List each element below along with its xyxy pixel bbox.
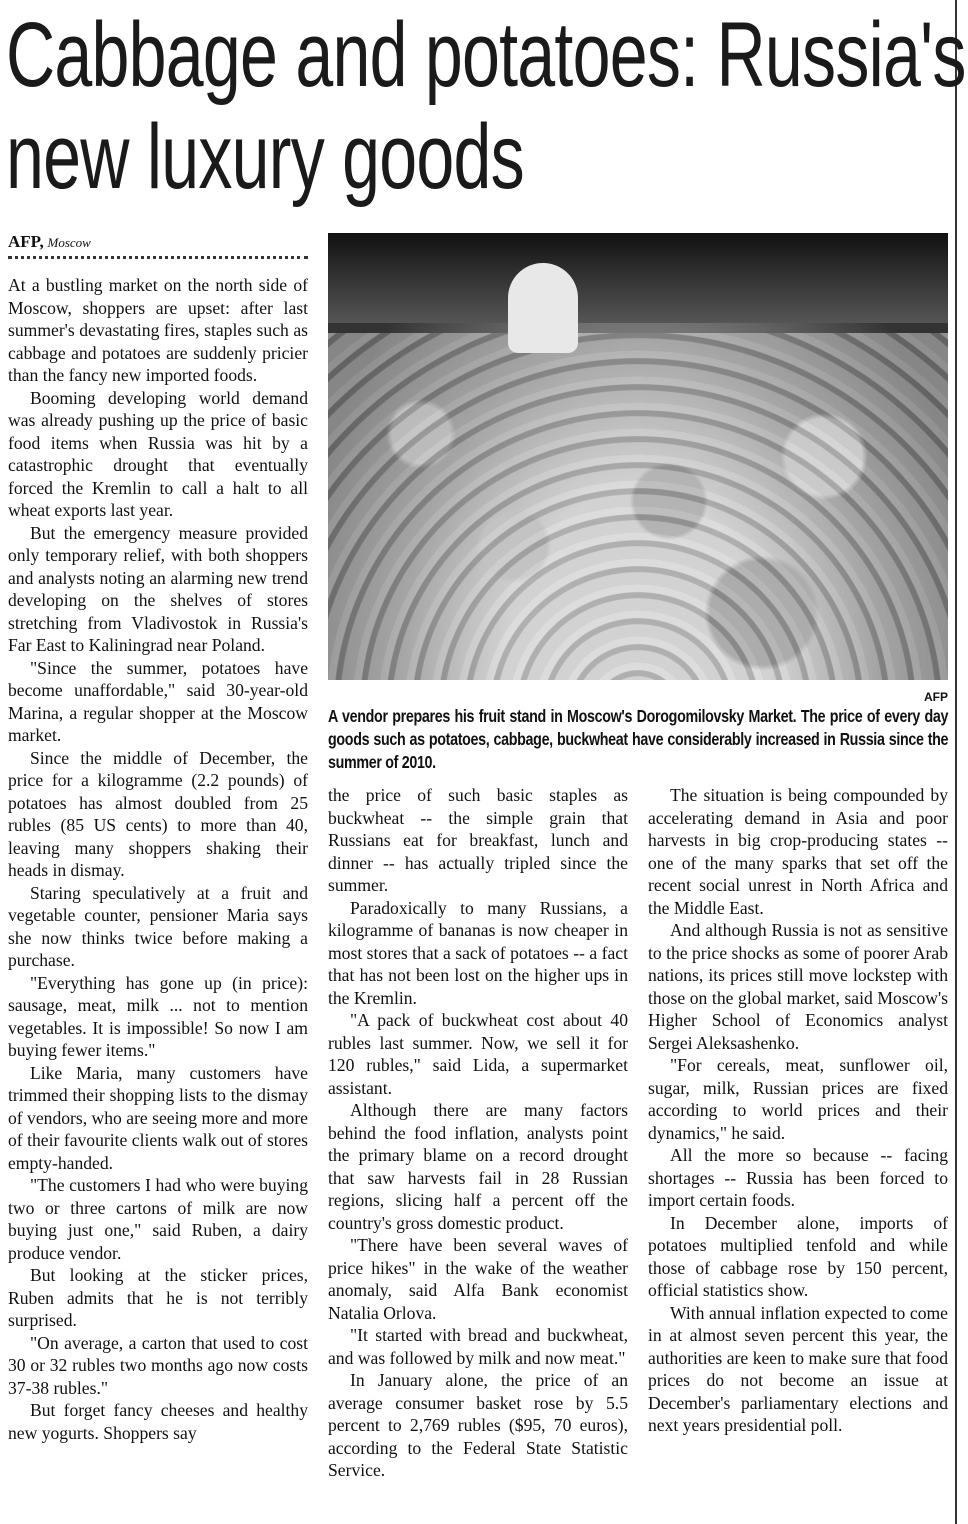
article-paragraph: But looking at the sticker prices, Ruben admits that he is not terribly surprised. — [8, 1265, 308, 1330]
article-paragraph: Like Maria, many customers have trimmed their shopping lists to the dismay of vendors, who are seeing more and more of their favourite clients walk out of stores empty-handed. — [8, 1062, 308, 1173]
photo-fruit-display — [328, 333, 948, 680]
article-column-1 — [8, 274, 308, 1444]
article-paragraph: "For cereals, meat, sunflower oil, sugar, milk, Russian prices are fixed according to world prices and their dynamics," he said. — [648, 1055, 948, 1143]
article-paragraph: At a bustling market on the north side of Moscow, shoppers are upset: after last summer's devastating fires, staples such as cabbage and potatoes are suddenly pricier than the fancy new imported foods. — [8, 275, 308, 385]
photo-caption-wrapper — [328, 705, 948, 774]
article-paragraph: In December alone, imports of potatoes multiplied tenfold and while those of cabbage rose by 150 percent, official statistics show. — [648, 1212, 948, 1300]
article-column-3 — [648, 784, 948, 1482]
article-paragraph: "There have been several waves of price hikes" in the wake of the weather anomaly, said Alfa Bank economist Natalia Orlova. — [328, 1235, 628, 1323]
headline-line: Cabbage and potatoes: Russia's — [6, 4, 966, 106]
article-paragraph: Booming developing world demand was already pushing up the price of basic food items when Russia was hit by a catastrophic drought that eventually forced the Kremlin to call a halt to all wheat exports last year. — [8, 387, 308, 520]
article-paragraph: But forget fancy cheeses and healthy new yogurts. Shoppers say — [8, 1400, 308, 1443]
lower-columns — [328, 784, 948, 1482]
article-paragraph: "It started with bread and buckwheat, and was followed by milk and now meat." — [328, 1325, 628, 1368]
photo-credit: AFP — [924, 690, 948, 704]
article-paragraph: With annual inflation expected to come in at almost seven percent this year, the authorities are keen to make sure that food prices do not become an issue at December's parliamentary elections and next years presidential poll. — [648, 1302, 948, 1435]
article-paragraph: Staring speculatively at a fruit and vegetable counter, pensioner Maria says she now thinks twice before making a purchase. — [8, 882, 308, 970]
headline — [6, 4, 966, 226]
photo-vendor — [508, 263, 578, 353]
byline-agency: AFP, — [8, 232, 44, 251]
article-paragraph: "Since the summer, potatoes have become unaffordable," said 30-year-old Marina, a regular shopper at the Moscow market. — [8, 657, 308, 745]
article-paragraph: "The customers I had who were buying two or three cartons of milk are now buying just one," said Ruben, a dairy produce vendor. — [8, 1175, 308, 1263]
photo-market-roof — [328, 233, 948, 323]
article-paragraph: All the more so because -- facing shortages -- Russia has been forced to import certain foods. — [648, 1145, 948, 1210]
article-paragraph: The situation is being compounded by accelerating demand in Asia and poor harvests in big crop-producing states -- one of the many sparks that set off the recent social unrest in North Africa and the Middle East. — [648, 785, 948, 918]
article-paragraph: Paradoxically to many Russians, a kilogramme of bananas is now cheaper in most stores that a sack of potatoes -- a fact that has not been lost on the higher ups in the Kremlin. — [328, 897, 628, 1008]
article-paragraph: In January alone, the price of an average consumer basket rose by 5.5 percent to 2,769 rubles ($95, 70 euros), according to the Federal State Statistic Service. — [328, 1370, 628, 1480]
article-paragraph: "On average, a carton that used to cost 30 or 32 rubles two months ago now costs 37-38 rubles." — [8, 1332, 308, 1398]
dotted-divider — [8, 256, 308, 259]
article-paragraph: the price of such basic staples as buckwheat -- the simple grain that Russians eat for breakfast, lunch and dinner -- has actually tripled since the summer. — [328, 785, 628, 895]
article-column-2 — [328, 784, 628, 1482]
article-paragraph: But the emergency measure provided only temporary relief, with both shoppers and analysts noting an alarming new trend developing on the shelves of stores stretching from Vladivostok in Russia's Far East to Kaliningrad near Poland. — [8, 522, 308, 655]
article-photo — [328, 233, 948, 680]
photo-caption: A vendor prepares his fruit stand in Moscow's Dorogomilovsky Market. The price of every day goods such as potatoes, cabbage, buckwheat have considerably increased in Russia since the summer of 2010. — [328, 706, 949, 772]
article-paragraph: And although Russia is not as sensitive to the price shocks as some of poorer Arab nations, its prices still move lockstep with those on the global market, said Moscow's Higher School of Economics analyst Sergei Aleksashenko. — [648, 920, 948, 1053]
article-paragraph: Since the middle of December, the price for a kilogramme (2.2 pounds) of potatoes has almost doubled from 25 rubles (85 US cents) to more than 40, leaving many shoppers shaking their heads in dismay. — [8, 747, 308, 880]
article-paragraph: Although there are many factors behind the food inflation, analysts point the primary blame on a record drought that saw harvests fail in 28 Russian regions, slicing half a percent off the country's gross domestic product. — [328, 1100, 628, 1233]
headline-line: new luxury goods — [6, 106, 524, 208]
byline — [8, 232, 91, 252]
article-paragraph: "A pack of buckwheat cost about 40 rubles last summer. Now, we sell it for 120 rubles," said Lida, a supermarket assistant. — [328, 1010, 628, 1098]
photo-and-lower-columns — [328, 689, 948, 1482]
article-paragraph: "Everything has gone up (in price): sausage, meat, milk ... not to mention vegetables. It is impossible! So now I am buying fewer items." — [8, 972, 308, 1060]
byline-city: Moscow — [47, 235, 91, 250]
page-edge-rule — [955, 0, 957, 1524]
